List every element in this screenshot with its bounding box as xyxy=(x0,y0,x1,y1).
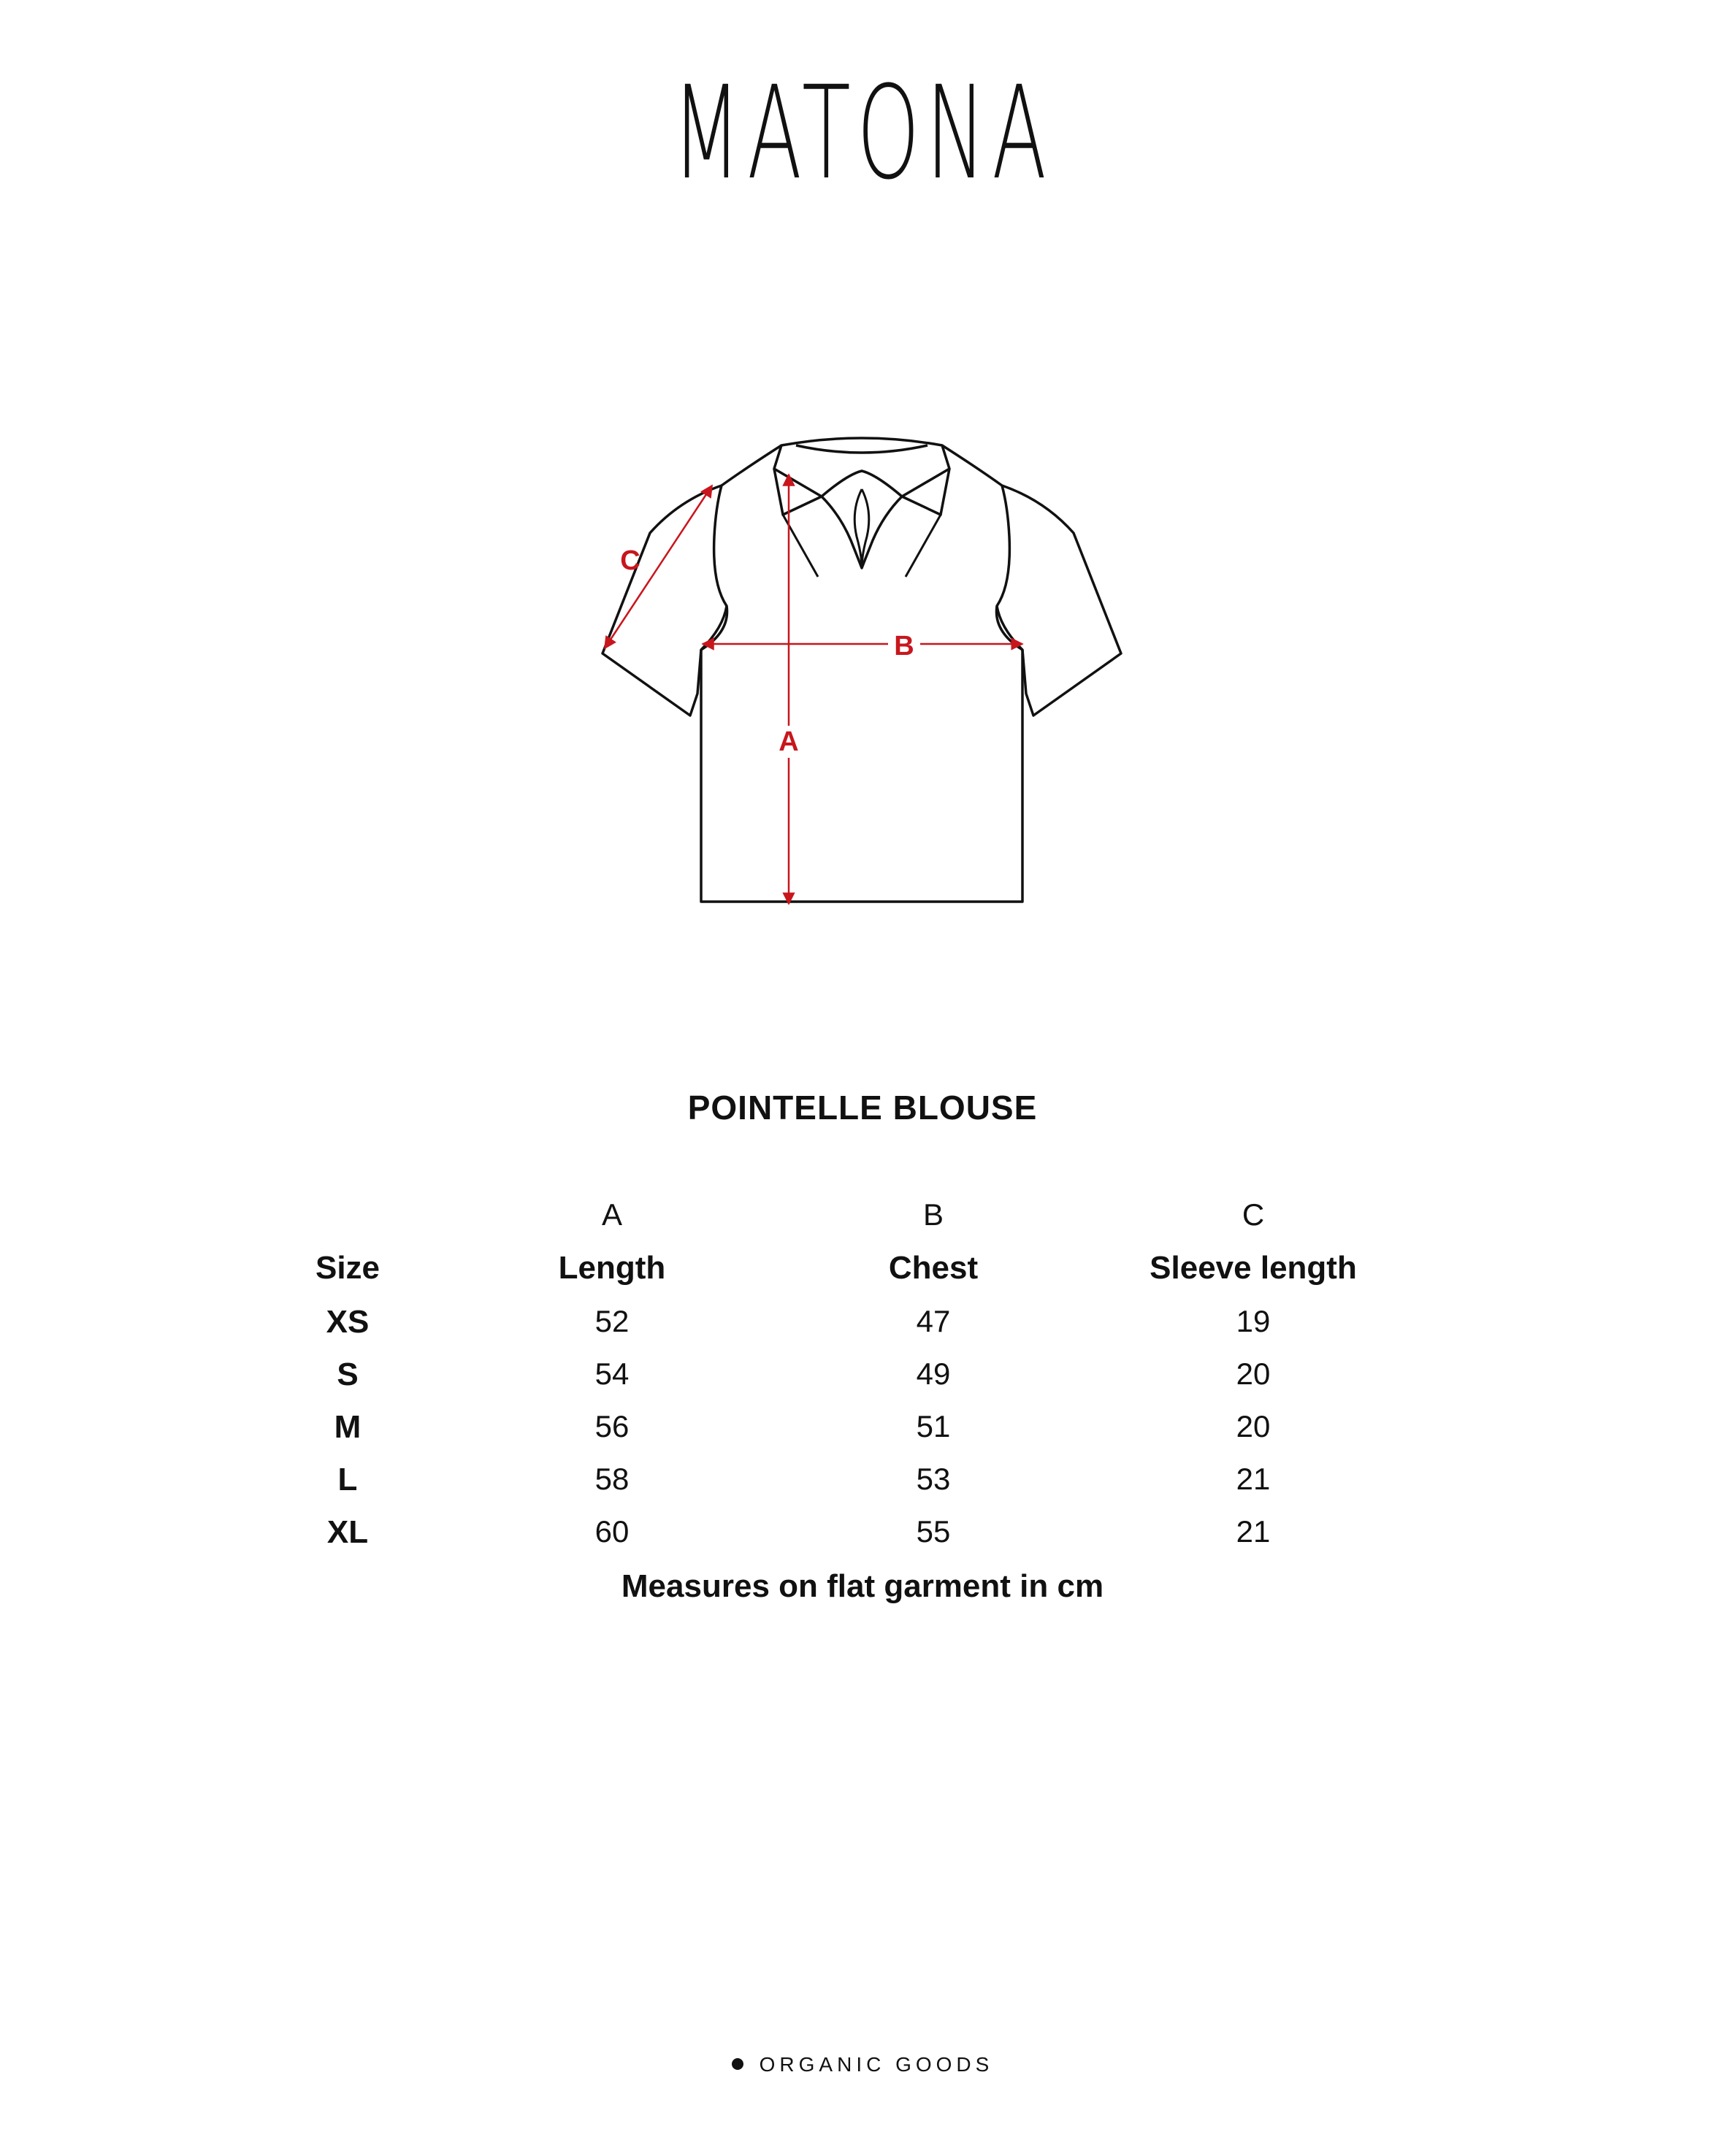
measurement-lines xyxy=(605,475,1022,904)
table-row xyxy=(241,1357,1483,1409)
sleeve-cell: 20 xyxy=(1236,1357,1271,1391)
table-row xyxy=(241,1514,1483,1567)
bullet-dot-icon xyxy=(732,2058,743,2070)
column-letter: B xyxy=(922,1197,944,1232)
column-header: Size xyxy=(315,1250,380,1286)
chest-cell: 51 xyxy=(916,1409,951,1443)
column-letter: A xyxy=(601,1197,623,1232)
chest-cell: 55 xyxy=(916,1514,951,1549)
length-cell: 56 xyxy=(594,1409,630,1443)
length-cell: 52 xyxy=(594,1304,630,1338)
size-cell: XS xyxy=(326,1304,370,1340)
sleeve-cell: 21 xyxy=(1236,1514,1271,1549)
size-table xyxy=(241,1197,1483,1567)
length-cell: 60 xyxy=(594,1514,630,1549)
column-letter-row xyxy=(241,1197,1483,1250)
chest-cell: 49 xyxy=(916,1357,951,1391)
table-row xyxy=(241,1462,1483,1514)
column-letter: C xyxy=(1242,1197,1265,1232)
label-a: A xyxy=(779,726,799,757)
footer-text: ORGANIC GOODS xyxy=(759,2053,994,2076)
brand-logo: MATONA xyxy=(672,58,1053,208)
length-cell: 58 xyxy=(594,1462,630,1496)
garment-measurement-diagram xyxy=(570,416,1154,927)
chest-cell: 47 xyxy=(916,1304,951,1338)
table-row xyxy=(241,1409,1483,1462)
product-title: POINTELLE BLOUSE xyxy=(687,1089,1038,1127)
column-header-row xyxy=(241,1250,1483,1304)
table-row xyxy=(241,1304,1483,1357)
sleeve-cell: 21 xyxy=(1236,1462,1271,1496)
column-header: Chest xyxy=(888,1250,979,1286)
column-header: Length xyxy=(558,1250,666,1286)
label-b: B xyxy=(894,631,914,661)
measurement-note: Measures on flat garment in cm xyxy=(621,1568,1104,1604)
blouse-outline xyxy=(603,438,1121,902)
sleeve-cell: 20 xyxy=(1236,1409,1271,1443)
size-cell: S xyxy=(337,1357,359,1392)
size-cell: M xyxy=(334,1409,362,1445)
footer xyxy=(0,2053,1725,2076)
chest-cell: 53 xyxy=(916,1462,951,1496)
label-c: C xyxy=(620,545,640,576)
column-header: Sleeve length xyxy=(1150,1250,1357,1286)
sleeve-cell: 19 xyxy=(1236,1304,1271,1338)
size-cell: XL xyxy=(326,1514,369,1550)
length-cell: 54 xyxy=(594,1357,630,1391)
size-cell: L xyxy=(337,1462,358,1497)
